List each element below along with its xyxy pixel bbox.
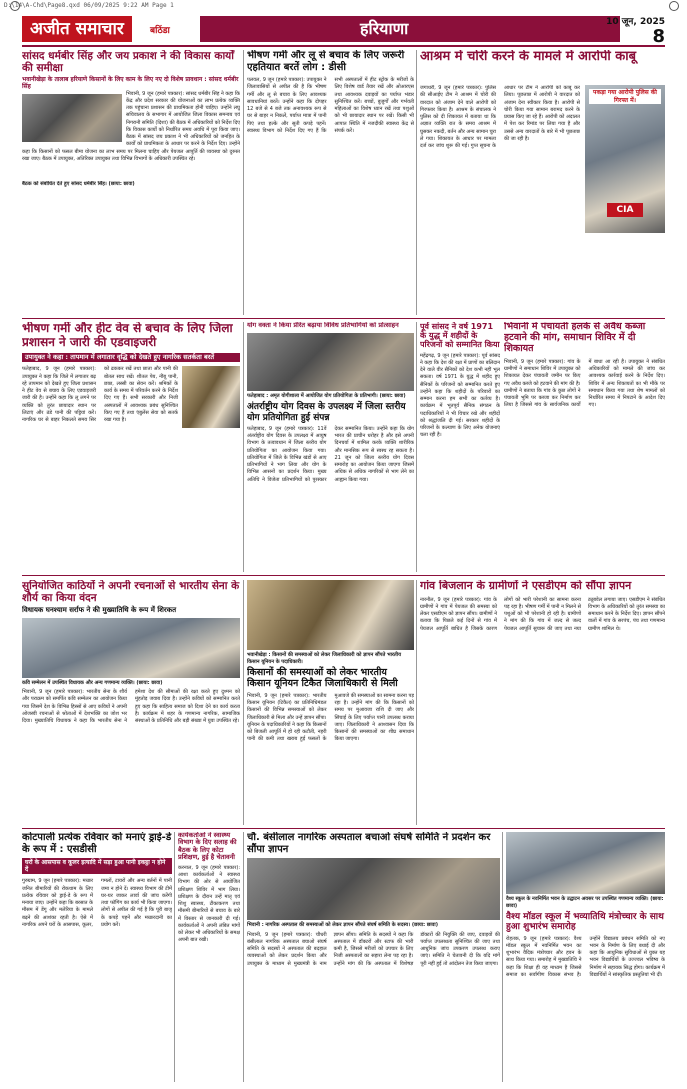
story-body: नारनौल, 9 जून (हमारे पत्रकार): गांव के ग्रामीणों ने गांव में पेयजल की समस्या को लेकर एसडीएम को ज्ञापन सौंपा। ग्रामीणों ने बताया कि पिछले कई दिनों से गांव में पेयजल आपूर्ति बाधित है जिसके कारण लोगों को भारी परेशानी का सामना करना पड़ रहा है। भीषण गर्मी में पानी न मिलने से पशुओं को भी परेशानी हो रही है। ग्रामीणों ने मांग की कि गांव में जल्द से जल्द पेयजल आपूर्ति सुचारू की जाए तथा नया ट्यूबवेल लगाया जाए। एसडीएम ने संबंधित विभाग के अधिकारियों को तुरंत समस्या का समाधान करने के निर्देश दिए। ज्ञापन सौंपने वालों में गांव के सरपंच, पंच तथा गणमान्य ग्रामीण शामिल थे।: [420, 596, 665, 632]
print-slug: D:\14\A-Chd\Page8.qxd 06/09/2025 9:22 AM Page 1: [4, 2, 174, 9]
headline: भीषण गर्मी और लू से बचाव के लिए जरूरी एहतियात बरतें लोग : डीसी: [247, 50, 405, 73]
story-yoga: [247, 322, 414, 572]
section-rule: [22, 318, 665, 319]
story-veterans: [420, 322, 500, 572]
story-heat-wave: [247, 50, 414, 275]
issue-date: 10 जून, 2025: [606, 17, 665, 27]
story-health-workers: [178, 832, 240, 1082]
story-heat-advisory: [22, 322, 240, 572]
registration-mark-icon: [10, 1, 20, 11]
headline: सांसद धर्मबीर सिंह और जय प्रकाश ने की विकास कार्यों की समीक्षा: [22, 50, 234, 75]
story-samadhan-camp: [504, 322, 665, 572]
column-rule: [243, 50, 244, 315]
column-rule: [416, 580, 417, 825]
event-photo: [22, 618, 240, 678]
photo-caption: बैठक को संबोधित देते हुए सांसद धर्मबीर सिंह। (छाया: छावा): [22, 181, 135, 187]
section-title: हरियाणा: [200, 16, 620, 42]
photo-note: पकड़ा गया आरोपी पुलिस की गिरफ्त में।: [589, 89, 661, 104]
accused-photo: [585, 85, 665, 233]
yoga-photo: [247, 333, 414, 391]
photo-caption: कवि सम्मेलन में उपस्थित विधायक और अन्य गणमान्य व्यक्ति। (छाया: छावा): [22, 679, 163, 686]
page-number: 8: [652, 26, 665, 44]
section-rule: [22, 575, 665, 576]
news-photo: [22, 94, 122, 142]
headline: कार्यकर्ताओं ने स्वास्थ्य विभाग के दिए सलाह की बैठक के लिए कोटा प्रशिक्षण, हुई है चेतावनी: [178, 832, 237, 862]
headline: गांव बिजलान के ग्रामीणों ने एसडीएम को सौंपा ज्ञापन: [420, 580, 632, 592]
school-photo: [506, 832, 665, 894]
column-rule: [174, 832, 175, 1082]
story-body: महेंद्रगढ़, 9 जून (हमारे पत्रकार): पूर्व सांसद ने कहा कि देश की रक्षा में प्राणों का बलिदान देने वाले वीर सैनिकों को देश कभी नहीं भूल सकता। वर्ष 1971 के युद्ध में शहीद हुए सैनिकों के परिजनों को सम्मानित करते हुए उन्होंने कहा कि शहीदों के परिवारों का सम्मान करना हम सभी का कर्तव्य है। कार्यक्रम में भूतपूर्व सैनिक संगठन के पदाधिकारियों ने भी विचार रखे और शहीदों को श्रद्धांजलि दी गई। सरकार शहीदों के परिजनों के कल्याण के लिए अनेक योजनाएं चला रही है।: [420, 352, 500, 439]
subhead: भवानीखेड़ा के तालाब हरियाणे किसानों के लिए काम के लिए नए दो विशेष प्रावधान : सांसद धर्मबीर सिंह: [22, 76, 239, 91]
kicker: योग वक्ता ने किया प्रेरित बढ़ाया विविध प्रतिभागियों को प्रोत्साहन: [247, 322, 399, 329]
story-body: फतेहाबाद, 9 जून (हमारे पत्रकार): उपायुक्त ने कहा कि जिले में लगातार बढ़ रहे तापमान को देखते हुए जिला प्रशासन ने हीट वेव से बचाव के लिए एडवाइजरी जारी की है। उन्होंने कहा कि लू लगने पर व्यक्ति को तुरंत छायादार स्थान पर लिटाएं और ठंडे पानी की पट्टियां करें। नागरिक घर से बाहर निकलते समय सिर को ढककर रखें तथा छाता और पानी की बोतल साथ रखें। शीतल पेय, नींबू पानी, छाछ, लस्सी का सेवन करें। श्रमिकों के कार्य के समय में परिवर्तन करने के निर्देश दिए गए हैं। सभी सरकारी और निजी अस्पतालों में आवश्यक प्रबंध सुनिश्चित किए गए हैं तथा एंबुलेंस सेवा को सतर्क रखा गया है।: [22, 366, 178, 424]
subhead: उपायुक्त ने कहा : तापमान में लगातार वृद्धि को देखते हुए नागरिक सतर्कता बरतें: [22, 353, 240, 363]
story-body: भिवानी, 9 जून (हमारे पत्रकार): चौधरी बंसीलाल नागरिक अस्पताल बचाओ संघर्ष समिति के सदस्यों ने अस्पताल की बदहाल व्यवस्थाओं को लेकर प्रदर्शन किया और उपायुक्त के माध्यम से मुख्यमंत्री के नाम ज्ञापन सौंपा। समिति के सदस्यों ने कहा कि अस्पताल में डॉक्टरों और स्टाफ की भारी कमी है, जिससे मरीजों को उपचार के लिए निजी अस्पतालों का सहारा लेना पड़ रहा है। उन्होंने मांग की कि अस्पताल में विशेषज्ञ डॉक्टरों की नियुक्ति की जाए, दवाइयों की पर्याप्त उपलब्धता सुनिश्चित की जाए तथा आधुनिक जांच उपकरण उपलब्ध कराए जाएं। समिति ने चेतावनी दी कि यदि मांगें पूरी नहीं हुईं तो आंदोलन तेज किया जाएगा।: [247, 931, 500, 967]
photo-caption: भवानीखेड़ा : किसानों की समस्याओं को लेकर जिलाधिकारी को ज्ञापन सौंपते भारतीय किसान यूनियन के पदाधिकारी।: [247, 652, 401, 665]
story-army-tribute: [22, 580, 240, 825]
story-body: गुरुग्राम, 9 जून (हमारे पत्रकार): मच्छर जनित बीमारियों की रोकथाम के लिए प्रत्येक रविवार को ड्राई-डे के रूप में मनाया जाए। उन्होंने कहा कि बरसात के मौसम में डेंगू और मलेरिया के मामले बढ़ने की आशंका रहती है। ऐसे में नागरिक अपने घरों के आसपास, कूलर, गमलों, टायरों और अन्य बर्तनों में पानी जमा न होने दें। स्वास्थ्य विभाग की टीमें घर-घर जाकर लार्वा की जांच करेंगी तथा फॉगिंग का कार्य भी किया जाएगा। लोगों से अपील की गई है कि पूरी बाजू के कपड़े पहनें और मच्छरदानी का प्रयोग करें।: [22, 878, 172, 928]
story-body: भिवानी, 9 जून (हमारे पत्रकार): भारतीय किसान यूनियन (टिकैत) का प्रतिनिधिमंडल किसानों की विभिन्न समस्याओं को लेकर जिलाधिकारी से मिला और उन्हें ज्ञापन सौंपा। यूनियन के पदाधिकारियों ने कहा कि किसानों को बिजली आपूर्ति में हो रही कटौती, नहरी पानी की कमी तथा खराब हुई फसलों के मुआवजे की समस्याओं का सामना करना पड़ रहा है। उन्होंने मांग की कि किसानों को समय पर मुआवजा राशि दी जाए और सिंचाई के लिए पर्याप्त पानी उपलब्ध कराया जाए। जिलाधिकारी ने आश्वासन दिया कि किसानों की समस्याओं का शीघ्र समाधान किया जाएगा।: [247, 692, 414, 743]
headline: भीषण गर्मी और हीट वेव से बचाव के लिए जिला प्रशासन ने जारी की एडवाइजरी: [22, 322, 233, 349]
protest-photo: [247, 858, 500, 920]
story-body: भिवानी, 9 जून (हमारे पत्रकार): भारतीय सेना के शौर्य और पराक्रम को समर्पित कवि सम्मेलन का आयोजन किया गया जिसमें देश के विभिन्न हिस्सों से आए कवियों ने अपनी ओजस्वी रचनाओं से श्रोताओं में देशभक्ति का जोश भर दिया। मुख्यातिथि विधायक ने कहा कि भारतीय सेना ने हमेशा देश की सीमाओं की रक्षा करते हुए दुश्मन को मुंहतोड़ जवाब दिया है। उन्होंने कवियों को सम्मानित करते हुए कहा कि साहित्य समाज को दिशा देने का कार्य करता है। कार्यक्रम में शहर के गणमान्य नागरिक, सामाजिक संस्थाओं के प्रतिनिधि और बड़ी संख्या में युवा उपस्थित रहे।: [22, 689, 240, 725]
masthead-rule: [22, 45, 665, 47]
story-body: पलवल, 9 जून (हमारे पत्रकार): उपायुक्त ने जिलावासियों से अपील की है कि भीषण गर्मी और लू से बचाव के लिए आवश्यक सावधानियां बरतें। उन्होंने कहा कि दोपहर 12 बजे से 4 बजे तक अनावश्यक रूप से घर से बाहर न निकलें, पर्याप्त मात्रा में पानी पिएं तथा हल्के और सूती कपड़े पहनें। स्वास्थ्य विभाग को निर्देश दिए गए हैं कि सभी अस्पतालों में हीट स्ट्रोक के मरीजों के लिए विशेष वार्ड तैयार रखें और ओआरएस तथा आवश्यक दवाइयों का पर्याप्त भंडार सुनिश्चित करें। बच्चों, बुजुर्गों और गर्भवती महिलाओं का विशेष ध्यान रखें तथा पशुओं को भी छायादार स्थान पर रखें। किसी भी आपात स्थिति में नजदीकी स्वास्थ्य केंद्र से संपर्क करें।: [247, 77, 414, 134]
edition-city: बठिंडा: [150, 26, 170, 36]
column-rule: [416, 50, 417, 315]
story-school-inauguration: [506, 832, 665, 1082]
column-rule: [243, 322, 244, 572]
story-body: भिवानी, 9 जून (हमारे पत्रकार): गांव के ग्रामीणों ने समाधान शिविर में उपायुक्त को शिकायत देकर पंचायती जमीन पर किए गए अवैध कब्जे को हटवाने की मांग की है। ग्रामीणों ने बताया कि गांव के कुछ लोगों ने पंचायती भूमि पर कब्जा कर निर्माण कर लिया है जिससे गांव के सार्वजनिक कार्यों में बाधा आ रही है। उपायुक्त ने संबंधित अधिकारियों को मामले की जांच कर आवश्यक कार्रवाई करने के निर्देश दिए। शिविर में अन्य शिकायतों का भी मौके पर समाधान किया गया तथा शेष मामलों को निर्धारित समय में निपटाने के आदेश दिए गए।: [504, 358, 665, 409]
photo-caption: वैश्य स्कूल के नवनिर्मित भवन के उद्घाटन अवसर पर उपस्थित गणमान्य व्यक्ति। (छाया: छावा): [506, 896, 664, 909]
column-rule: [243, 580, 244, 825]
story-village-memo: [420, 580, 665, 825]
story-hospital-memo: [247, 832, 500, 1082]
photo-caption: फतेहाबाद : अमृत योगीशाला में आयोजित योग प्रतियोगिता के प्रतिभागी। (छाया: छावा): [247, 392, 406, 399]
official-photo: [182, 366, 240, 428]
newspaper-logo: अजीत समाचार: [22, 16, 132, 42]
masthead: [0, 14, 687, 44]
story-body: करनाल, 9 जून (हमारे पत्रकार): आशा कार्यकर्ताओं ने स्वास्थ्य विभाग की ओर से आयोजित प्रशिक्षण शिविर में भाग लिया। प्रशिक्षण के दौरान उन्हें मातृ एवं शिशु स्वास्थ्य, टीकाकरण तथा मौसमी बीमारियों से बचाव के बारे में विस्तार से जानकारी दी गई। कार्यकर्ताओं ने अपनी लंबित मांगों को लेकर भी अधिकारियों के समक्ष अपनी बात रखी।: [178, 864, 240, 944]
subhead: घरों के आसपास व कूलर इत्यादि में सड़ा हुआ पानी इकट्ठा न होने दें: [22, 858, 172, 874]
headline: कोटपाली प्रत्येक रविवार को मनाएं ड्राई-डे के रूप में : एसडीसी: [22, 832, 172, 855]
cia-badge: CIA: [607, 203, 643, 217]
story-body: फतेहाबाद, 9 जून (हमारे पत्रकार): 11वें अंतर्राष्ट्रीय योग दिवस के उपलक्ष्य में आयुष विभाग के तत्वावधान में जिला स्तरीय योग प्रतियोगिता का आयोजन किया गया। प्रतियोगिता में जिले के विभिन्न खंडों से आए प्रतिभागियों ने भाग लिया और योग के विभिन्न आसनों का प्रदर्शन किया। मुख्य अतिथि ने विजेता प्रतिभागियों को पुरस्कार देकर सम्मानित किया। उन्होंने कहा कि योग भारत की प्राचीन धरोहर है और इसे अपनी दिनचर्या में शामिल करके व्यक्ति शारीरिक और मानसिक रूप से स्वस्थ रह सकता है। 21 जून को जिला स्तरीय योग दिवस समारोह का आयोजन किया जाएगा जिसमें अधिक से अधिक नागरिकों से भाग लेने का आह्वान किया गया।: [247, 425, 414, 483]
headline: सुनियोजित काठियों ने अपनी रचनाओं से भारतीय सेना के शौर्य का किया वंदन: [22, 580, 240, 605]
section-rule: [22, 828, 665, 829]
story-body: भिवानी, 9 जून (हमारे पत्रकार): सांसद धर्मबीर सिंह ने कहा कि केंद्र और प्रदेश सरकार की योजनाओं का लाभ प्रत्येक व्यक्ति तक पहुंचाना प्रशासन की प्राथमिकता होनी चाहिए। उन्होंने लघु सचिवालय के सभागार में आयोजित जिला विकास समन्वय एवं निगरानी समिति (दिशा) की बैठक में अधिकारियों को निर्देश दिए कि विकास कार्यों को निर्धारित समय अवधि में पूरा किया जाए। बैठक में सांसद जय प्रकाश ने भी अधिकारियों को जनहित के कार्यों को प्राथमिकता के आधार पर करने के निर्देश दिए। उन्होंने कहा कि किसानों को फसल बीमा योजना का लाभ समय पर मिलना चाहिए और पेयजल आपूर्ति की व्यवस्था को दुरुस्त रखा जाए। बैठक में उपायुक्त, अतिरिक्त उपायुक्त तथा विभिन्न विभागों के अधिकारी उपस्थित रहे।: [22, 90, 240, 162]
photo-caption: भिवानी : नागरिक अस्पताल की समस्याओं को लेकर ज्ञापन सौंपते संघर्ष समिति के सदस्य। (छाया: छावा): [247, 922, 439, 928]
column-rule: [243, 832, 244, 1082]
headline: किसानों की समस्याओं को लेकर भारतीय किसान यूनियन टिकैत जिलाधिकारी से मिली: [247, 667, 398, 689]
story-body: जगाधरी, 9 जून (हमारे पत्रकार): पुलिस की सीआईए टीम ने आश्रम में चोरी की वारदात को अंजाम देने वाले आरोपी को गिरफ्तार किया है। आश्रम के संचालक ने पुलिस को दी शिकायत में बताया था कि अज्ञात व्यक्ति रात के समय आश्रम में घुसकर नकदी, बर्तन और अन्य सामान चुरा ले गया। शिकायत के आधार पर मामला दर्ज कर जांच शुरू की गई। गुप्त सूचना के आधार पर टीम ने आरोपी को काबू कर लिया। पूछताछ में आरोपी ने वारदात को अंजाम देना स्वीकार किया है। आरोपी से चोरी किया गया सामान बरामद करने के प्रयास किए जा रहे हैं। आरोपी को अदालत में पेश कर रिमांड पर लिया गया है और उससे अन्य वारदातों के बारे में भी पूछताछ की जा रही है।: [420, 85, 580, 149]
headline: चौ. बंसीलाल नागरिक अस्पताल बचाओ संघर्ष समिति ने प्रदर्शन कर सौंपा ज्ञापन: [247, 832, 491, 855]
story-dry-day: [22, 832, 172, 1082]
farmers-photo: [247, 580, 414, 650]
column-rule: [502, 832, 503, 1082]
headline: भिवानी में पंचायती हलके से अवैध कब्जा हटवाने की मांग, समाधान शिविर में दी शिकायत: [504, 322, 646, 354]
subhead: विधायक घनश्याम सर्राफ ने की मुख्यातिथि के रूप में शिरकत: [22, 606, 177, 615]
headline: वैश्य मॉडल स्कूल में भव्यातिथि मंत्रोच्चार के साथ हुआ शुभारंभ समारोह: [506, 912, 664, 933]
story-body: रोहतक, 9 जून (हमारे पत्रकार): वैश्य मॉडल स्कूल में नवनिर्मित भवन का शुभारंभ वैदिक मंत्रोच्चार और हवन के साथ किया गया। समारोह में मुख्यातिथि ने कहा कि शिक्षा ही वह माध्यम है जिससे समाज का सर्वांगीण विकास संभव है। उन्होंने विद्यालय प्रबंधन समिति को नए भवन के निर्माण के लिए बधाई दी और कहा कि आधुनिक सुविधाओं से युक्त यह भवन विद्यार्थियों के उज्ज्वल भविष्य के निर्माण में सहायक सिद्ध होगा। कार्यक्रम में विद्यार्थियों ने सांस्कृतिक प्रस्तुतियां भी दीं।: [506, 935, 665, 978]
story-farmers-union: [247, 580, 414, 825]
registration-mark-icon: [669, 1, 679, 11]
headline: आश्रम में चोरी करने के मामले में आरोपी काबू: [420, 50, 637, 64]
column-rule: [416, 322, 417, 572]
headline: पूर्व सांसद ने वर्ष 1971 के युद्ध में शहीदों के परिजनों को सम्मानित किया: [420, 322, 500, 350]
headline: अंतर्राष्ट्रीय योग दिवस के उपलक्ष्य में जिला स्तरीय योग प्रतियोगिता हुई संपन्न: [247, 402, 406, 423]
